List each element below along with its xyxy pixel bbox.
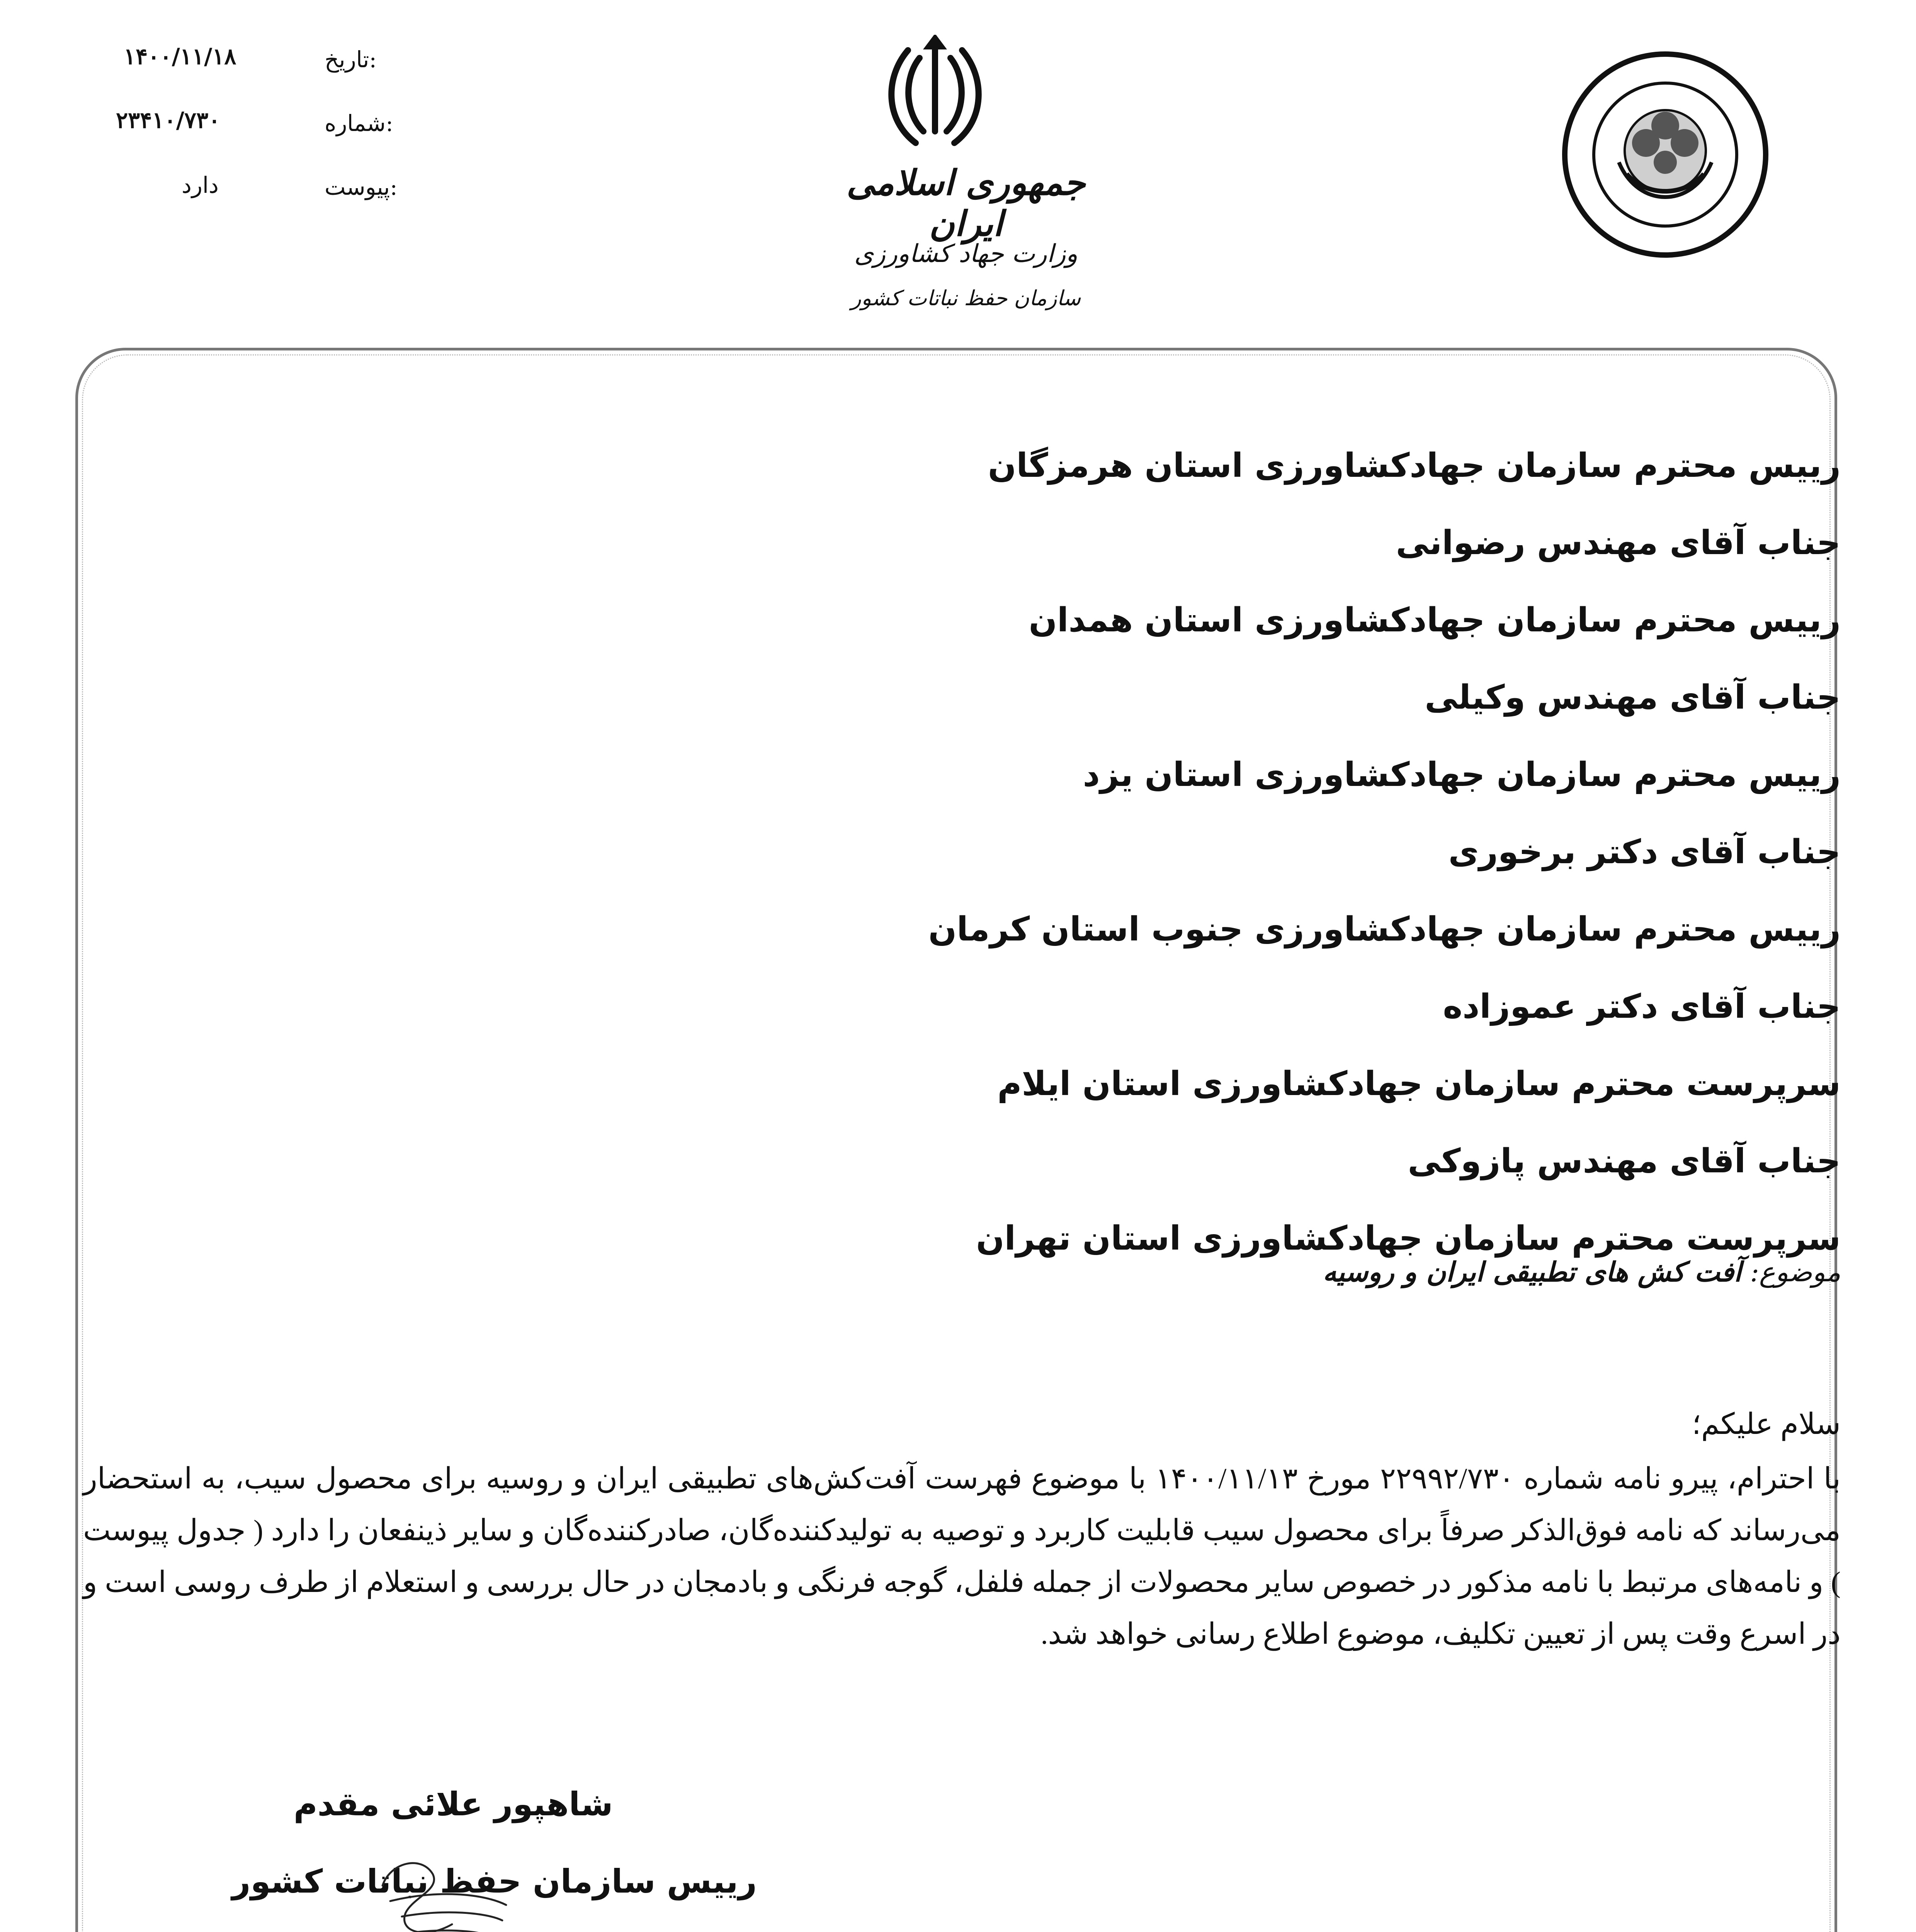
recipient-line: سرپرست محترم سازمان جهادکشاورزی استان ایلام <box>997 1065 1841 1103</box>
greeting: سلام علیکم؛ <box>1692 1408 1841 1440</box>
body-paragraph: با احترام، پیرو نامه شماره ۲۲۹۹۲/۷۳۰ مورخ ۱۴۰۰/۱۱/۱۳ با موضوع فهرست آفت‌کش‌های تطبیقی ایران و روسیه برای محصول سیب، به استحضار می‌رساند که نامه فوق‌الذکر صرفاً برای محصول سیب قابلیت کاربرد و توصیه به تولیدکننده‌گان، صادرکننده‌گان و سایر ذینفعان را دارد ( جدول پیوست ) و نامه‌های مرتبط با نامه مذکور در خصوص سایر محصولات از جمله فلفل، گوجه فرنگی و بادمجان در حال بررسی و استعلام از طرف روسی است و در اسرع وقت پس از تعیین تکلیف، موضوع اطلاع رسانی خواهد شد. <box>83 1463 1841 1650</box>
recipient-line: جناب آقای دکتر عموزاده <box>1443 987 1841 1026</box>
signatory-title: رییس سازمان حفظ نباتات کشور <box>232 1862 757 1900</box>
ministry-name: وزارت جهاد کشاورزی <box>854 240 1078 268</box>
number-label: شماره: <box>325 110 393 136</box>
date-label: تاریخ: <box>325 46 377 73</box>
recipient-line: رییس محترم سازمان جهادکشاورزی جنوب استان کرمان <box>928 910 1841 949</box>
republic-name: جمهوری اسلامی ایران <box>846 162 1086 244</box>
signatory-name: شاهپور علائی مقدم <box>294 1785 613 1823</box>
ppo-logo-icon <box>1557 46 1773 264</box>
recipient-line: رییس محترم سازمان جهادکشاورزی استان همدان <box>1029 601 1841 639</box>
recipient-line: جناب آقای مهندس وکیلی <box>1425 678 1841 717</box>
date-value: ۱۴۰۰/۱۱/۱۸ <box>124 43 236 70</box>
recipient-line: جناب آقای مهندس پازوکی <box>1408 1142 1841 1180</box>
recipients-list <box>372 427 1841 1277</box>
recipient-line: سرپرست محترم سازمان جهادکشاورزی استان تهران <box>976 1219 1841 1258</box>
subject-label: موضوع: <box>1750 1256 1841 1288</box>
organization-name: سازمان حفظ نباتات کشور <box>851 286 1081 310</box>
recipient-line: رییس محترم سازمان جهادکشاورزی استان هرمزگان <box>988 446 1841 485</box>
subject-text: آفت کش های تطبیقی ایران و روسیه <box>1323 1256 1742 1288</box>
handwritten-signature-icon <box>367 1839 529 1932</box>
attachment-label: پیوست: <box>325 174 398 200</box>
attachment-value: دارد <box>182 172 219 198</box>
recipient-line: رییس محترم سازمان جهادکشاورزی استان یزد <box>1083 755 1841 794</box>
recipient-line: جناب آقای دکتر برخوری <box>1448 833 1841 871</box>
subject-line <box>1323 1256 1841 1288</box>
number-value: ۲۳۴۱۰/۷۳۰ <box>116 107 221 133</box>
recipient-line: جناب آقای مهندس رضوانی <box>1396 524 1841 562</box>
iran-emblem-icon <box>877 35 993 164</box>
